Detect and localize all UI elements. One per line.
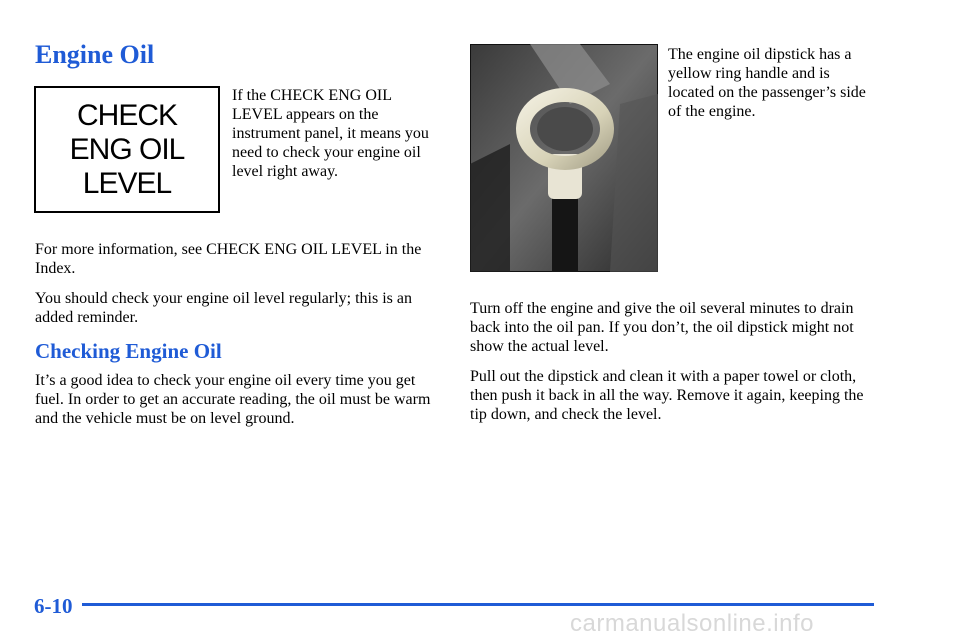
intro-paragraph: If the CHECK ENG OIL LEVEL appears on the instrument panel, it means you need to check your engine oil level right away.: [232, 87, 429, 180]
dipstick-image: [470, 44, 658, 272]
dipstick-photo: [470, 44, 658, 272]
step-2-paragraph: Pull out the dipstick and clean it with a paper towel or cloth, then push it back in all the way. Remove it again, keeping the tip down, and check the level.: [470, 368, 864, 423]
reminder-paragraph: You should check your engine oil level regularly; this is an added reminder.: [35, 290, 412, 326]
check-eng-oil-level-indicator: [34, 86, 220, 213]
dipstick-caption: The engine oil dipstick has a yellow ring handle and is located on the passenger’s side of the engine.: [668, 46, 866, 120]
page-number: 6-10: [34, 594, 73, 618]
footer-divider: [82, 603, 874, 606]
page-title: Engine Oil: [35, 40, 155, 69]
section-paragraph: It’s a good idea to check your engine oil every time you get fuel. In order to get an accurate reading, the oil must be warm and the vehicle must be on level ground.: [35, 372, 431, 427]
indicator-line-1: CHECK: [76, 98, 177, 132]
step-1-paragraph: Turn off the engine and give the oil several minutes to drain back into the oil pan. If you don’t, the oil dipstick might not show the actual level.: [470, 300, 854, 355]
indicator-line-3: LEVEL: [82, 166, 172, 200]
indicator-line-2: ENG OIL: [69, 132, 185, 166]
more-info-paragraph: For more information, see CHECK ENG OIL LEVEL in the Index.: [35, 241, 422, 277]
section-title: Checking Engine Oil: [35, 339, 222, 363]
watermark: carmanualsonline.info: [570, 610, 814, 637]
